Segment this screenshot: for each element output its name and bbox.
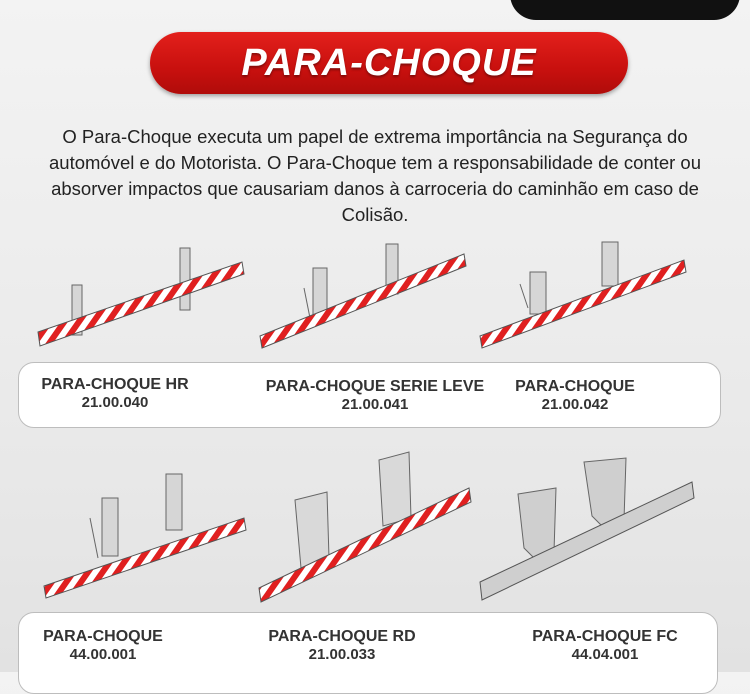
bumper-hr-image <box>30 240 250 355</box>
product-label-2 <box>255 378 495 413</box>
product-code: 21.00.040 <box>81 394 149 411</box>
bumper-21-00-042-image <box>478 238 693 353</box>
product-code: 44.00.001 <box>69 646 137 663</box>
product-name: PARA-CHOQUE <box>515 378 635 395</box>
title-banner <box>150 32 628 94</box>
product-name: PARA-CHOQUE <box>43 628 163 645</box>
product-label-3 <box>510 378 640 413</box>
corner-decoration <box>510 0 740 20</box>
bumper-44-00-001-image <box>40 468 250 603</box>
product-label-1 <box>30 376 200 411</box>
bumper-fc-image <box>476 452 701 607</box>
product-name: PARA-CHOQUE RD <box>268 628 416 645</box>
product-name: PARA-CHOQUE FC <box>532 628 678 645</box>
product-code: 21.00.033 <box>308 646 376 663</box>
intro-paragraph: O Para-Choque executa um papel de extrema importância na Segurança do automóvel e do Motorista. O Para-Choque tem a responsabilidade de conter ou absorver impactos que causariam danos à carroceria do caminhão em caso de Colisão. <box>49 126 701 225</box>
product-code: 21.00.041 <box>341 396 409 413</box>
product-name: PARA-CHOQUE HR <box>41 376 189 393</box>
page-title: PARA-CHOQUE <box>241 41 537 84</box>
product-name: PARA-CHOQUE SERIE LEVE <box>265 378 485 395</box>
bumper-serie-leve-image <box>258 240 473 355</box>
bumper-rd-image <box>255 440 475 610</box>
product-label-6 <box>515 628 695 663</box>
product-label-5 <box>252 628 432 663</box>
product-code: 21.00.042 <box>541 396 609 413</box>
product-label-4 <box>28 628 178 663</box>
product-code: 44.04.001 <box>571 646 639 663</box>
